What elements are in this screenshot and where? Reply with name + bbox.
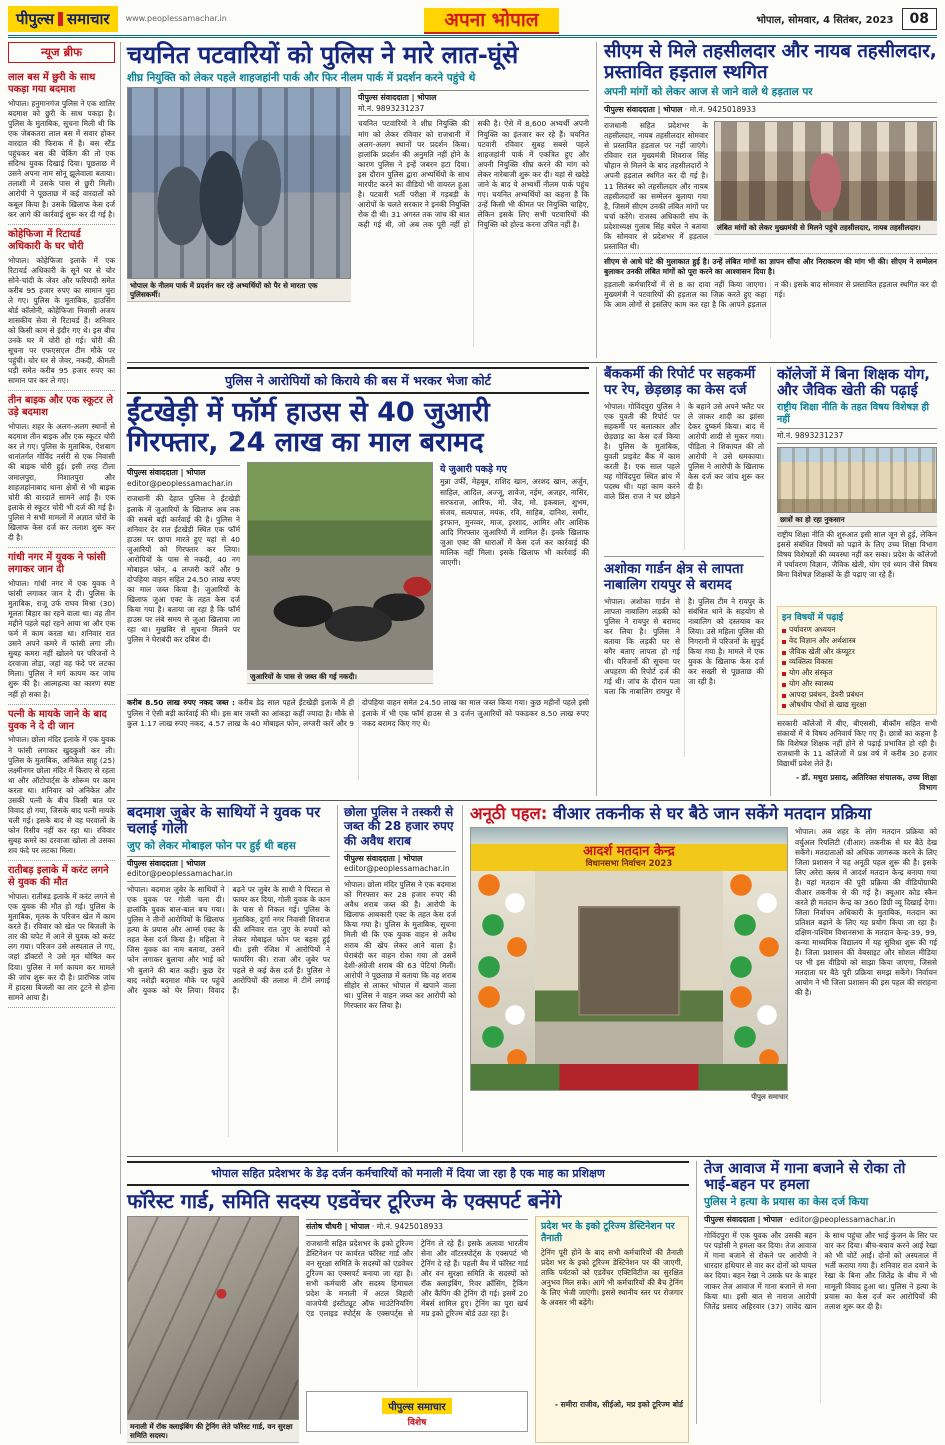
byline [777, 428, 937, 444]
zone-bottom [127, 1156, 937, 1441]
story-figure [470, 827, 788, 1119]
byline-contact: मो.नं. 9893231237 [777, 431, 844, 441]
story-body: राजधानी सहित प्रदेशभर के तहसीलदार, नायब तहसीलदार सोमवार से प्रस्तावित हड़ताल पर नहीं जाएंगे। रविवार रात मुख्यमंत्री शिवराज सिंह चौहान से मिलने के बाद तहसीलदारों ने अपनी हड़ताल स्थगित कर दी गई है। 11 सितंबर को तहसीलदार और नायब तहसीलदारों का सम्मेलन बुलाया गया है, जिसमें सीएम उनकी लंबित मांगों पर चर्चा करेंगे। राजस्व अधिकारी संघ के प्रदेशाध्यक्ष गुलाब सिंह बघेल ने बताया कि सोमवार से प्रदेशभर में हड़ताल प्रस्तावित थी। [604, 121, 708, 251]
story-vr-voting [470, 805, 937, 1152]
byline [344, 851, 456, 877]
story-patwari-protest [127, 42, 589, 358]
brief-title: रातीबड़ इलाके में करंट लगने से युवक की मौत [8, 865, 109, 889]
photo-college-building [777, 447, 937, 513]
story-highlight: सीएम से आधे घंटे की मुलाकात हुई है। उन्हें लंबित मांगों का ज्ञापन सौंपा और निराकरण की मांग भी की। सीएम ने सम्मेलन बुलाकर उनकी लंबित मांगों को पूरा करने का आश्वासन दिया है। [604, 253, 937, 277]
story-body-2: सरकारी कॉलेजों में बीए, बीएससी, बीकॉम सहित सभी संकायों में ये विषय अनिवार्य किए गए हैं। छात्रों का कहना है कि विशेषज्ञ शिक्षक नहीं होने से पढ़ाई प्रभावित हो रही है। राजधानी के 11 कॉलेजों में प्रश्न वर्ष में करीब 30 हजार विद्यार्थी प्रवेश लेते हैं। [777, 718, 937, 769]
subject-item: आपदा प्रबंधन, डेयरी प्रबंधन [782, 690, 932, 701]
subjects-list [782, 625, 932, 711]
story-figure [777, 447, 937, 527]
byline-author: पीपुल्स संवाददाता | भोपाल [127, 468, 206, 478]
dateline: भोपाल, सोमवार, 4 सितंबर, 2023 [756, 14, 894, 26]
info-box-body: ट्रेनिंग पूरी होने के बाद सभी कर्मचारियों की तैनाती प्रदेश भर के इको टूरिज्म डेस्टिनेशन पर की जाएगी, ताकि पर्यटकों को एडवेंचर एक्टिविटीज का सुरक्षित अनुभव मिल सके। आगे भी कर्मचारियों की बैच ट्रेनिंग के लिए भेजी जाएंगी। इससे स्थानीय स्तर पर रोजगार के अवसर भी बढ़ेंगे। [541, 1248, 683, 1308]
bold-body: करीब डेढ़ साल पहले ईंटखेड़ी इलाके में ही पुलिस ने ऐसी बड़ी कार्रवाई की थी। इस बार जब्ती का आंकड़ा कहीं ज्यादा है। मौके से कुल 1.17 लाख रुपए नकद, 4.57 लाख के 40 मोबाइल फोन, लग्जरी कारें और 9 दोपहिया वाहन समेत 24.50 लाख का माल जब्त किया गया। कुछ महीनों पहले इसी इलाके में भी एक फॉर्म हाउस से 3 दर्जन जुआरियों को पकड़कर 8.50 लाख रुपए नकद बरामद किए गए थे। [127, 698, 589, 728]
byline-contact: मो.नं. 9425018933 [376, 1222, 443, 1232]
special-feature-badge [306, 1391, 528, 1432]
story-cm-tehsildar [596, 42, 937, 358]
subject-item: वेद विज्ञान और अर्थशास्त्र [782, 636, 932, 647]
zone-middle [127, 362, 937, 796]
photo-caption: छात्रों का हो रहा नुकसान [777, 513, 937, 527]
story-figure [247, 462, 433, 689]
byline-contact: editor@peoplessamachar.in [127, 869, 233, 879]
story-headline [470, 805, 937, 823]
banner-line-1: आदर्श मतदान केन्द्र [583, 844, 675, 860]
story-headline: बदमाश जुबेर के साथियों ने युवक पर चलाई गोली [127, 805, 321, 838]
red-carpet [471, 1064, 787, 1090]
photo-model-polling-station [470, 827, 788, 1091]
brief-item [8, 225, 115, 392]
story-body: भोपाल। गोविंदपुरा पुलिस ने एक युवती की रिपोर्ट पर सहकर्मी पर बलात्कार और छेड़छाड़ का केस दर्ज किया है। पुलिस के मुताबिक, युवती प्राइवेट बैंक में काम करती है। एक साल पहले यह गोविंदपुरा स्थित ब्रांच में पदस्थ थी। यहां काम करने वाले प्रिंस राज ने घर छोड़ने के बहाने उसे अपने फ्लैट पर ले जाकर शादी का झांसा देकर दुष्कर्म किया। बाद में आरोपी शादी से मुकर गया। पीड़िता ने शिकायत की तो आरोपी ने उसे धमकाया। पुलिस ने आरोपी के खिलाफ केस दर्ज कर जांच शुरू कर दी है। [604, 401, 764, 502]
balloon-arch-left [471, 871, 535, 1064]
headline-prefix: अनूठी पहल: [470, 804, 548, 823]
polling-station-banner [471, 844, 787, 871]
brief-title: तीन बाइक और एक स्कूटर ले उड़े बदमाश [8, 395, 113, 419]
subject-item: जैविक खेती और कंप्यूटर [782, 647, 932, 658]
story-kicker: पुलिस ने आरोपियों को किराये की बस में भरकर भेजा कोर्ट [127, 367, 589, 394]
photo-sky [471, 828, 787, 844]
brief-title: गांधी नगर में युवक ने फांसी लगाकर जान दी [8, 551, 106, 575]
zone-top [127, 42, 937, 358]
badge-label: विशेष [407, 1417, 427, 1428]
story-figure [127, 87, 351, 347]
brief-body: भोपाल। छोला मंदिर इलाके में एक युवक ने फांसी लगाकर खुदकुशी कर ली। पुलिस के मुताबिक, अनिकेत साहू (25) लक्ष्मीनगर छोला मंदिर में किराए से रहता था और ऑटोपार्ट्स के शोरूम पर काम करता था। शनिवार को अनिकेत और उसकी पत्नी के बीच किसी बात पर विवाद हो गया, जिसके बाद पत्नी मायके चली गई। इसके बाद से वह घरवालों के फोन रिसीव नहीं कर रहा था। रविवार सुबह कमरे का दरवाजा खोला तो उसका शव फंदे पर लटका मिला। [8, 735, 115, 856]
byline-author: पीपुल्स संवाददाता | भोपाल [127, 859, 206, 869]
byline-contact: editor@peoplessamachar.in [127, 478, 233, 488]
brief-body: भोपाल। हनुमानगंज पुलिस ने एक शातिर बदमाश को छुरी के साथ पकड़ा है। पुलिस के मुताबिक, सूचना मिली थी कि एक जेबकतरा लाल बस में सवार होकर वारदात की फिराक में है। बस स्टैंड पहुंचकर बस की चेकिंग की तो एक संदिग्ध युवक दिखाई दिया। पूछताछ में उसने अपना नाम सोनू झूलेवाला बताया। तलाशी में उसके पास से छुरी मिली। आरोपी ने पूछताछ में कई वारदातों को कबूल किया है। उसके खिलाफ केस दर्ज कर आगे की कार्रवाई शुरू कर दी गई है। [8, 98, 115, 219]
page-number: 08 [902, 8, 937, 30]
brief-title: लाल बस में छुरी के साथ पकड़ा गया बदमाश [8, 72, 96, 95]
badge-logo: पीपुल्स समाचार [382, 1398, 451, 1414]
story-missing-minor [604, 556, 764, 757]
logo-right: समाचार [67, 9, 110, 28]
info-box [535, 1216, 689, 1443]
story-headline: ईंटखेड़ी में फॉर्म हाउस से 40 जुआरी गिरफ्तार, 24 लाख का माल बरामद [127, 397, 490, 459]
story-body: भोपाल। बदमाश जुबेर के साथियों ने एक युवक पर गोली चला दी। हालांकि युवक बाल-बाल बच गया। पुलिस ने तीनों आरोपियों के खिलाफ हत्या के प्रयास और आर्म्स एक्ट के तहत केस दर्ज किया है। महिला ने जिस युवक का नाम बताया, उसने फोन लगाकर बुलाया और भाई को भी बुलाने की बात कही। कुछ देर बाद नशेड़ी बदमाश मौके पर पहुंचे और युवक को घेर लिया। विवाद बढ़ने पर जुबेर के साथी ने पिस्टल से फायर कर दिया, गोली युवक के कान के पास से निकल गई। पुलिस के मुताबिक, दुर्गा नगर निवासी शिवराज की शनिवार रात जुए के रुपयों को लेकर मोबाइल फोन पर बहस हुई थी। इसी रंजिश में आरोपियों ने फायरिंग की। राजा और जुबेर पर पहले से कई केस दर्ज हैं। पुलिस ने आरोपियों की तलाश में टीमें लगाई हैं। [127, 885, 330, 995]
story-subhead: पुलिस ने हत्या के प्रयास का केस दर्ज किया [704, 1196, 869, 1209]
story-body: गोविंदपुरा में एक युवक और उसकी बहन पर पड़ोसी ने हमला कर दिया। तेज आवाज में गाना बजाने से रोकने पर आरोपी ने धारदार हथियार से वार कर दोनों को घायल कर दिया। बहन रेखा ने उसके घर के बाहर जाकर तेज आवाज में गाना बजाने से मना किया था। इसी बात से नाराज आरोपी जितेंद्र प्रसाद अहिरवार (37) जावेद खान के साथ पहुंचा और भाई कुंजन के सिर पर वार कर दिया। बीच-बचाव करने आई रेखा को भी चोटें आईं। दोनों को अस्पताल में भर्ती कराया गया है। शनिवार रात दवाने के रेखा के बिना और जितेंद्र के बीच में भी मामूली विवाद हुआ था। पुलिस ने हत्या के प्रयास का केस दर्ज कर आरोपियों की तलाश शुरू कर दी है। [704, 1231, 937, 1311]
subject-item: औषधीय पौधों से खाद्य सुरक्षा [782, 700, 932, 711]
story-headline: कॉलेजों में बिना शिक्षक योग, और जैविक खेती की पढ़ाई [777, 367, 930, 400]
byline: पीपुल्स संवाददाता | भोपाल · editor@peoplessamachar.in [704, 1212, 937, 1228]
story-body: भोपाल। अशोका गार्डन से लापता नाबालिग लड़की को पुलिस ने रायपुर से बरामद कर लिया है। पुलिस ने बताया कि लड़की घर से बगैर बताए लापता हो गई थी। परिजनों की सूचना पर अपहरण की रिपोर्ट दर्ज की गई थी। जांच के दौरान पता चला कि नाबालिग रायपुर में है। पुलिस टीम ने रायपुर के संबंधित थाने के सहयोग से नाबालिग को दस्तयाब कर लिया। उसे महिला पुलिस की निगरानी में परिजनों के सुपुर्द किया गया है। मामले में एक युवक के खिलाफ केस दर्ज कर सख्ती से पूछताछ की जा रही है। [604, 596, 764, 697]
names-list: मुन्ना उर्फी, मेहबूब, राशिद खान, अरशद खान, अर्जुन, साहिल, आदिल, अज्जू, शावेज, नईम, अजहर, नासिर, सरफराज, आरिफ, मो. जैद, मो. इकबाल, शुभम, संजय, सत्यपाल, मयंक, रवि, साहिब, दानिश, समीर, इरफान, मुनव्वर, माज, इरशाद, आमिर और आशिक आदि गिरफ्तार जुआरियों में शामिल हैं। इनके खिलाफ जुआ एक्ट की धाराओं में केस दर्ज कर कार्रवाई की मालिक नहीं मिला। इसके खिलाफ भी कार्रवाई की जाएगी। [440, 477, 589, 567]
news-brief-header: न्यूज ब्रीफ [8, 42, 115, 63]
names-heading: ये जुआरी पकड़े गए [440, 464, 507, 476]
byline-contact: मो.नं. 9425018933 [689, 105, 756, 115]
brief-item [8, 391, 115, 548]
subject-item: व्यक्तित्व विकास [782, 657, 932, 668]
edition-text: अपना भोपाल [424, 8, 558, 34]
story-body: चयनित पटवारियों ने शीघ्र नियुक्ति की मांग को लेकर रविवार को राजधानी में अलग-अलग स्थानों पर प्रदर्शन किया। हालांकि प्रदर्शन की अनुमति नहीं होने के कारण पुलिस ने इन्हें जबरन हटा दिया। इस दौरान पुलिस द्वारा अभ्यर्थियों के साथ मारपीट करने का वीडियो भी वायरल हुआ है। पटवारी भर्ती परीक्षा में गड़बड़ी के आरोपों के चलते सरकार ने इनकी नियुक्ति रोक दी थी। 31 अगस्त तक जांच की बात कही गई थी, जो अब तक पूरी नहीं हो सकी है। ऐसे में 8,600 अभ्यर्थी अपनी नियुक्ति का इंतजार कर रहे हैं। चयनित पटवारी रविवार सुबह सबसे पहले शाहजहांनी पार्क में एकत्रित हुए और अपनी नियुक्ति शीघ्र करने की मांग को लेकर नारेबाजी शुरू कर दी। यहां से खदेड़े जाने के बाद ये अभ्यर्थी नीलम पार्क पहुंच गए। चयनित अभ्यर्थियों का कहना है कि उन्हें किसी भी कीमत पर नियुक्ति चाहिए, लेकिन इसके लिए सभी पटवारियों की नियुक्ति को होल्ड करना उचित नहीं है। [358, 119, 589, 230]
story-headline: छोला पुलिस ने तस्करी से जब्त की 28 हजार रुपए की अवैध शराब [344, 805, 454, 848]
quote-attribution: - समीरा राजीव, सीईओ, मप्र इको टूरिज्म बोर्ड [554, 1400, 683, 1410]
story-body-2: हड़ताली कर्मचारियों में से 8 का दावा नहीं किया जाएगा। मुख्यमंत्री ने पटवारियों की हड़ताल का जिक्र करते हुए कहा कि आम लोगों से इसलिए काम कर रहा है कि आपने हड़ताल न की। इसके बाद सोमवार से प्रस्तावित हड़ताल स्थगित कर दी गई। [604, 280, 937, 310]
byline-author: पीपुल्स संवाददाता | भोपाल [344, 854, 423, 864]
story-body: राजधानी की देहात पुलिस ने ईंटखेड़ी इलाके में जुआरियों के खिलाफ अब तक की सबसे बड़ी कार्रवाई की है। पुलिस ने शनिवार देर रात ईंटखेड़ी स्थित एक फॉर्म हाउस पर छापा मारते हुए यहां से 40 जुआरियों को गिरफ्तार कर लिया। आरोपियों के पास से नकदी, 40 नग मोबाइल फोन, 4 लग्जरी कारें और 9 दोपहिया वाहन सहित 24.50 लाख रुपए का माल जब्त किया है। जुआरियों के खिलाफ जुआ एक्ट के तहत केस दर्ज किया गया है। बताया जा रहा है कि फॉर्म हाउस पर लंबे समय से जुआ खिलाया जा रहा था। मुखबिर से सूचना मिलने पर पुलिस ने घेराबंदी कर दबिश दी। [127, 494, 240, 645]
brief-item [8, 705, 115, 862]
byline-author: पीपुल्स संवाददाता | भोपाल [604, 105, 683, 115]
photo-scene [471, 871, 787, 1064]
right-column [596, 367, 937, 796]
story-zuber-shooting [127, 805, 330, 1152]
banner-line-2: विधानसभा निर्वाचन 2023 [585, 859, 673, 870]
newspaper-logo [8, 6, 118, 32]
photo-credit: पीपुल समाचार [751, 1093, 788, 1102]
balloon-arch-right [723, 871, 787, 1064]
story-bottom [127, 694, 589, 780]
logo-divider-icon [58, 12, 63, 26]
story-figure [714, 121, 937, 249]
byline: पीपुल्स संवाददाता | भोपाल · मो.नं. 9425018933 [604, 102, 937, 118]
photo-caption: मनाली में रॉक क्लाइंबिंग की ट्रेनिंग लेते फॉरेस्ट गार्ड, वन सुरक्षा समिति सदस्य। [127, 1420, 299, 1443]
photo-police-action [127, 87, 351, 279]
brief-body: भोपाल। रातीबड़ इलाके में करंट लगने से एक युवक की मौत हो गई। पुलिस के मुताबिक, मृतक के परिजन खेत में काम करते हैं। रविवार को खेत पर बिजली के तार की चपेट में आने से युवक को करंट लग गया। परिजन उसे अस्पताल ले गए, जहां डॉक्टरों ने उसे मृत घोषित कर दिया। पुलिस ने मर्ग कायम कर मामले की जांच शुरू कर दी है। प्रारंभिक जांच में हादसा बिजली का तार टूटने से होना सामने आया है। [8, 892, 115, 1002]
story-forest-guards [127, 1161, 689, 1441]
quote-attribution: - डॉ. मथुरा प्रसाद, अतिरिक्त संचालक, उच्च शिक्षा विभाग [795, 772, 937, 792]
story-subhead: जुए को लेकर मोबाइल फोन पर हुई थी बहस [127, 840, 296, 853]
story-kicker: भोपाल सहित प्रदेशभर के डेढ़ दर्जन कर्मचारियों को मनाली में दिया जा रहा है एक माह का प्रशिक्षण [127, 1161, 689, 1186]
news-brief-column [8, 42, 121, 1434]
brief-body: भोपाल। शहर के अलग-अलग स्थानों से बदमाश तीन बाइक और एक स्कूटर चोरी कर ले गए। पुलिस के मुताबिक, ऐशबाग थानांतर्गत गोविंद नर्सरी से एक निवासी की बाइक चोरी हुई। इसी तरह टीला जमालपुरा, निशातपुरा और शाहजहांनाबाद थाना क्षेत्रों से भी बाइक चोरी की वारदातें सामने आई हैं। एक इलाके से स्कूटर चोरी भी दर्ज की गई है। पुलिस ने सभी मामलों में अज्ञात चोरों के खिलाफ केस दर्ज कर तलाश शुरू कर दी है। [8, 422, 115, 542]
byline [358, 90, 589, 116]
entrance-gate [535, 871, 723, 1064]
story-loud-music-attack [696, 1161, 937, 1424]
story-headline: सीएम से मिले तहसीलदार और नायब तहसीलदार, प्रस्तावित हड़ताल स्थगित [604, 41, 937, 83]
photo-seized-goods [247, 462, 433, 670]
subject-item: योग और स्वास्थ्य [782, 679, 932, 690]
byline-author: पीपुल्स संवाददाता | भोपाल [704, 1215, 783, 1225]
story-college-nep [770, 367, 937, 796]
story-liquor-seizure [337, 805, 463, 1152]
story-body: राजधानी सहित प्रदेशभर के इको टूरिज्म डेस्टिनेशन पर कार्यरत फॉरेस्ट गार्ड और वन सुरक्षा समिति के सदस्यों को एडवेंचर टूरिज्म का एक्सपर्ट बनाया जा रहा है। सभी कर्मचारी और सदस्य हिमाचल प्रदेश के मनाली में अटल बिहारी वाजपेयी इंस्टीट्यूट ऑफ माउंटेनियरिंग एंड एलाइड स्पोर्ट्स के एक्सपर्ट्स से ट्रेनिंग ले रहे हैं। इसके अलावा भारतीय सेना और वॉटरस्पोर्ट्स के एक्सपर्ट भी ट्रेनिंग दे रहे हैं। पहली बैच में फॉरेस्ट गार्ड और वन सुरक्षा समिति के सदस्यों को रॉक क्लाइंबिंग, रिवर क्रॉसिंग, ट्रैकिंग और कैंपिंग की ट्रेनिंग दी गई। इसमें 20 मेंबर्स शामिल हुए। ट्रेनिंग का पूरा खर्च मप्र इको टूरिज्म बोर्ड उठा रहा है। [306, 1238, 528, 1318]
main-area [127, 41, 937, 1441]
brief-body: भोपाल। कोहेफिजा इलाके में एक रिटायर्ड अधिकारी के सूने घर से चोर सोने-चांदी के जेवर और फरियादी समेत करीब 95 हजार रुपए का सामान चुरा ले गए। पुलिस के मुताबिक, हाउसिंग बोर्ड कॉलोनी, कोहेफिजा निवासी अजय शासकीय सेवा से रिटायर्ड हैं। शनिवार को किसी काम से इंदौर गए थे। इस बीच उनके घर में चोरी हो गई। चोरी की सूचना पर एफएसएल टीम मौके पर पहुंची। चोर घर से जेवर, नकदी, कीमती घड़ी समेत करीब 95 हजार रुपए का सामान पार कर ले गए। [8, 255, 115, 386]
brief-item [8, 861, 115, 1008]
byline [127, 856, 330, 882]
brief-body: भोपाल। गांधी नगर में एक युवक ने फांसी लगाकर जान दे दी। पुलिस के मुताबिक, राजू उर्फ राघव मिश्रा (30) मूलतः बिहार का रहने वाला था। वह तीन महीने पहले यहां रहने आया था और एक फर्म में काम करता था। शनिवार रात उसने अपने कमरे में फांसी लगा ली। सुबह कमरा नहीं खोलने पर परिजनों ने दरवाजा तोड़ा, जहां वह फंदे पर लटका मिला। पुलिस ने मर्ग कायम कर जांच शुरू की है। आत्महत्या का कारण स्पष्ट नहीं हो सका है। [8, 578, 115, 699]
headline-main: वीआर तकनीक से घर बैठे जान सकेंगे मतदान प्रक्रिया [553, 804, 872, 823]
byline [127, 465, 240, 491]
masthead [8, 6, 937, 38]
story-headline: बैंककर्मी की रिपोर्ट पर सहकर्मी पर रेप, छेड़छाड़ का केस दर्ज [604, 366, 756, 398]
story-figure [127, 1216, 299, 1443]
byline-contact: मो.नं. 9893231237 [358, 103, 425, 113]
photo-caption: भोपाल के नीलम पार्क में प्रदर्शन कर रहे अभ्यर्थियों को पैर से मारता एक पुलिसकर्मी। [127, 279, 351, 302]
byline-contact: editor@peoplessamachar.in [789, 1215, 896, 1225]
story-body: राष्ट्रीय शिक्षा नीति की शुरुआत इसी साल जून से हुई, लेकिन इससे संबंधित विषयों को पढ़ाने के लिए उच्च शिक्षा विभाग विषय विशेषज्ञों की व्यवस्था नहीं कर सका। प्रदेश के कॉलेजों में पर्यावरण विज्ञान, जैविक खेती, योग एवं ध्यान जैसे विषय बिना विशेषज्ञ शिक्षकों के ही पढ़ाए जा रहे हैं। [777, 530, 937, 580]
byline-author: संतोष चौधरी | भोपाल [306, 1222, 370, 1232]
page-content [8, 41, 937, 1441]
byline-author: पीपुल्स संवाददाता | भोपाल [358, 93, 437, 103]
brief-item [8, 68, 115, 225]
byline-contact: editor@peoplessamachar.in [344, 864, 450, 874]
photo-caption: लंबित मांगों को लेकर मुख्यमंत्री से मिलने पहुंचे तहसीलदार, नायब तहसीलदार। [714, 221, 937, 235]
story-headline: तेज आवाज में गाना बजाने से रोका तो भाई-बहन पर हमला [704, 1161, 906, 1194]
brief-title: पत्नी के मायके जाने के बाद युवक ने दे दी जान [8, 708, 107, 732]
logo-left: पीपुल्स [16, 9, 55, 28]
story-gamblers-raid [127, 367, 589, 796]
brief-title: कोहेफिजा में रिटायर्ड अधिकारी के घर चोरी [8, 228, 84, 252]
story-bank-case [604, 367, 764, 550]
edition-title [235, 6, 749, 32]
photo-rock-climbing [127, 1216, 299, 1420]
subjects-box [777, 606, 937, 715]
story-headline: चयनित पटवारियों को पुलिस ने मारे लात-घूंसे [127, 41, 519, 69]
subject-item: पर्यावरण अध्ययन [782, 625, 932, 636]
story-headline: अशोका गार्डन क्षेत्र से लापता नाबालिग रायपुर से बरामद [604, 560, 744, 593]
subject-item: योग और संस्कृत [782, 668, 932, 679]
story-subhead: अपनी मांगों को लेकर आज से जाने वाले थे हड़ताल पर [604, 86, 813, 99]
brief-item [8, 548, 115, 705]
info-box-heading: प्रदेश भर के इको टूरिज्म डेस्टिनेशन पर तैनाती [541, 1221, 675, 1245]
photo-cm-meeting [714, 121, 937, 221]
photo-caption: जुआरियों के पास से जब्त की गई नकदी। [247, 670, 433, 684]
story-subhead: शीघ्र नियुक्ति को लेकर पहले शाहजहांनी पार्क और फिर नीलम पार्क में प्रदर्शन करने पहुंचे थे [127, 71, 476, 84]
story-subhead: राष्ट्रीय शिक्षा नीति के तहत विषय विशेषज्ञ ही नहीं [777, 402, 930, 425]
zone-lower-middle [127, 800, 937, 1152]
story-headline: फॉरेस्ट गार्ड, समिति सदस्य एडवेंचर टूरिज्म के एक्सपर्ट बनेंगे [127, 1189, 562, 1213]
byline: संतोष चौधरी | भोपाल · मो.नं. 9425018933 [306, 1219, 528, 1235]
bold-subhead: करीब 8.50 लाख रुपए नकद जब्त : [127, 698, 235, 708]
website-url: www.peoplessamachar.in [125, 14, 227, 23]
story-body: भोपाल। अब शहर के लोग मतदान प्रक्रिया को वर्चुअल रियलिटी (वीआर) तकनीक से घर बैठे देख सकेंगे। मतदाताओं को अधिक जागरूक करने के लिए जिला प्रशासन ने यह अनूठी पहल शुरू की है। इसके लिए अरेरा क्लब में आदर्श मतदान केन्द्र बनाया गया है। यहां मतदान की पूरी प्रक्रिया की वीडियोग्राफी वीआर तकनीक से की गई है। क्यूआर कोड स्कैन करते ही मतदान केन्द्र का 360 डिग्री व्यू दिखाई देगा। जिला निर्वाचन अधिकारी के मुताबिक, मतदान का प्रतिशत बढ़ाने के लिए यह प्रयोग किया जा रहा है। दक्षिण-पश्चिम विधानसभा के मतदान केन्द्र-39, 99, कन्या माध्यमिक विद्यालय में यह सुविधा शुरू की गई है। जिला प्रशासन की वेबसाइट और सोशल मीडिया पर भी इस वीडियो को साझा किया जाएगा, जिससे मतदाता घर बैठे पूरी प्रक्रिया समझ सकेंगे। निर्वाचन आयोग ने भी जिला प्रशासन की इस पहल की सराहना की है। [795, 827, 937, 998]
subjects-heading: इन विषयों में पढ़ाई [782, 613, 844, 624]
story-body: भोपाल। छोला मंदिर पुलिस ने एक बदमाश को गिरफ्तार कर 28 हजार रुपए की अवैध शराब जब्त की है। आरोपी के खिलाफ आबकारी एक्ट के तहत केस दर्ज किया गया है। पुलिस के मुताबिक, सूचना मिली थी कि एक युवक वाहन से अवैध शराब की खेप लेकर आने वाला है। घेराबंदी कर वाहन रोका गया तो उसमें देशी-अंग्रेजी शराब की 63 पेटियां मिलीं। आरोपी ने पूछताछ में बताया कि वह शराब सीहोर से लाकर भोपाल में खपाने वाला था। पुलिस ने वाहन जब्त कर आरोपी को गिरफ्तार कर लिया है। [344, 880, 456, 1010]
